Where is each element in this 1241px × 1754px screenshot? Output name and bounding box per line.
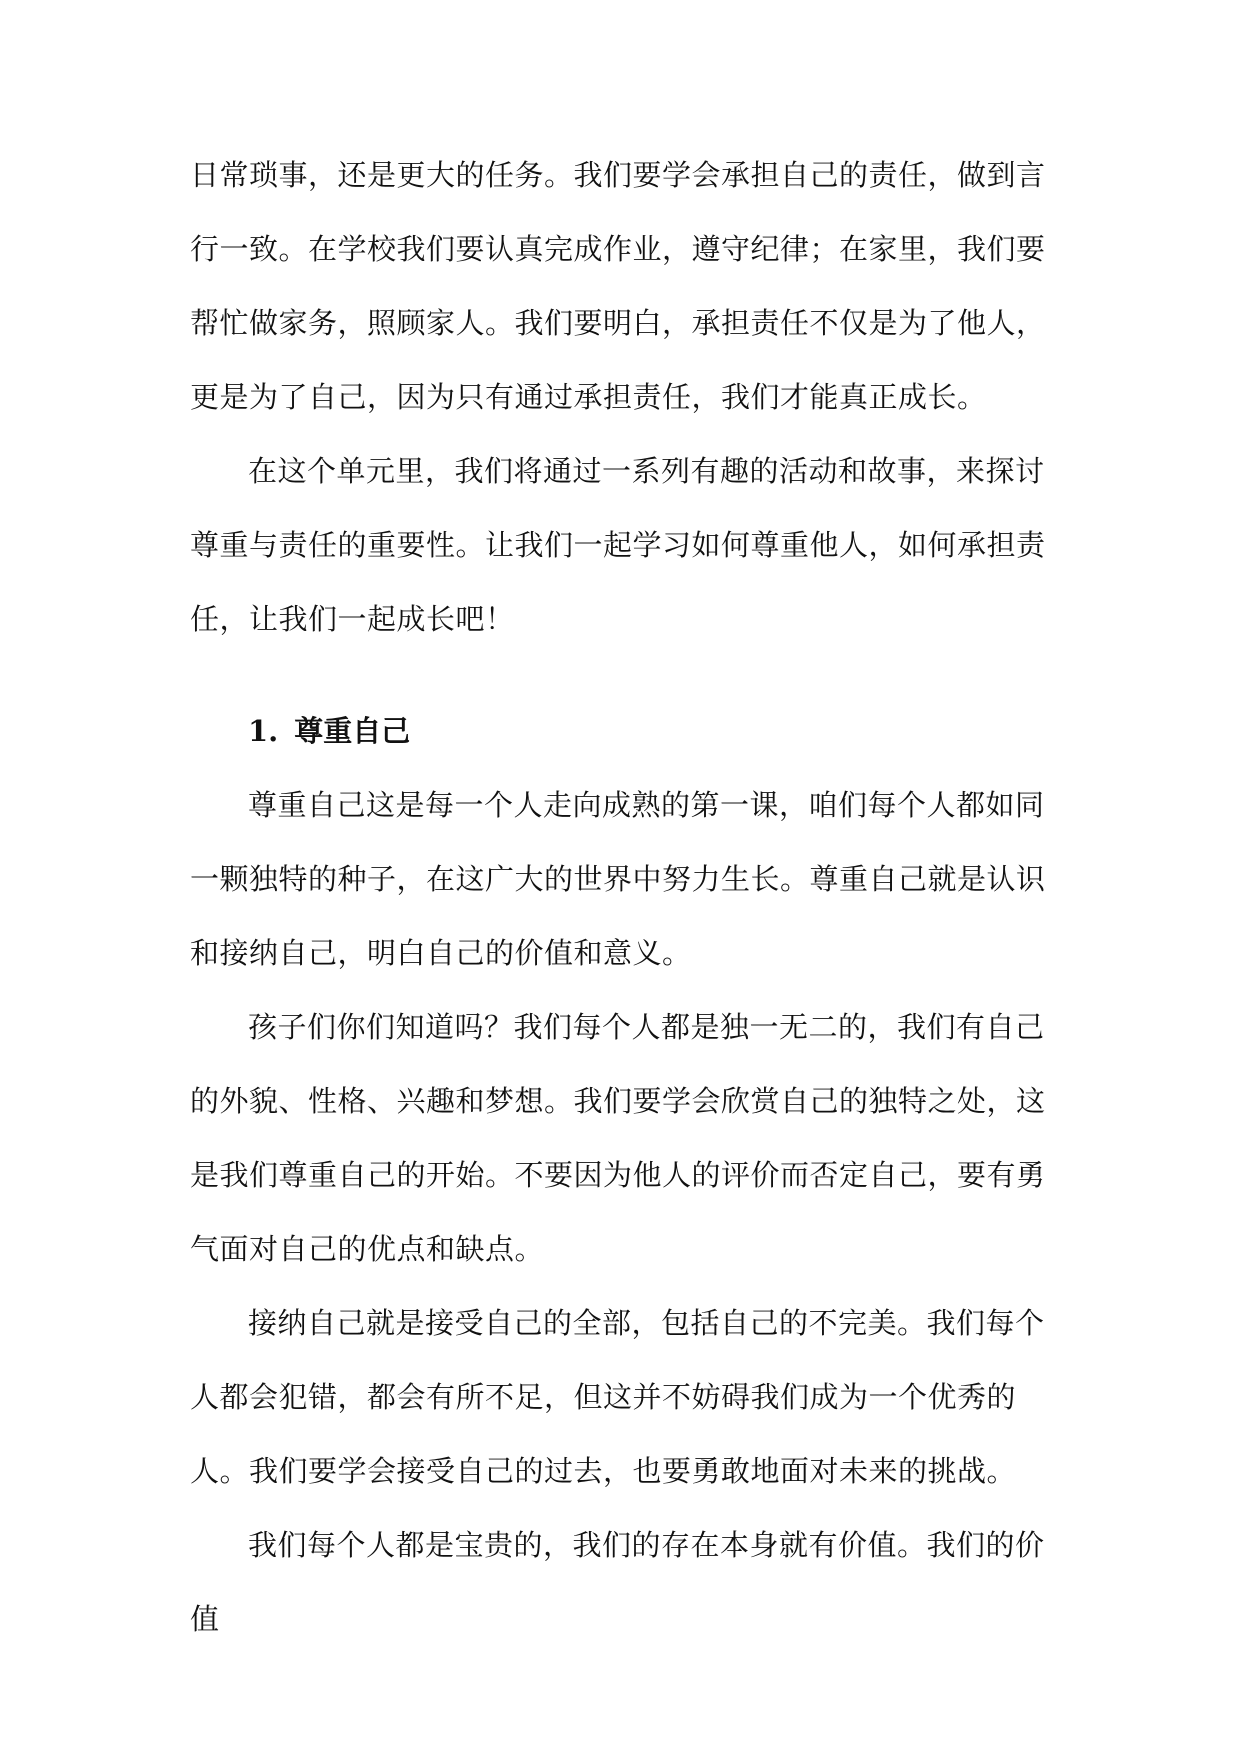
paragraph-responsibility: 日常琐事，还是更大的任务。我们要学会承担自己的责任，做到言行一致。在学校我们要认真完成作业，遵守纪律；在家里，我们要帮忙做家务，照顾家人。我们要明白，承担责任不仅是为了他人，更是为了自己，因为只有通过承担责任，我们才能真正成长。 [190,158,1046,414]
section-heading [190,694,1060,768]
paragraph-accept-self: 接纳自己就是接受自己的全部，包括自己的不完美。我们每个人都会犯错，都会有所不足，但这并不妨碍我们成为一个优秀的人。我们要学会接受自己的过去，也要勇敢地面对未来的挑战。 [190,1306,1045,1488]
paragraph-value: 我们每个人都是宝贵的，我们的存在本身就有价值。我们的价值 [190,1528,1045,1636]
section-title: 尊重自己 [294,714,411,748]
paragraph-unique: 孩子们你们知道吗？我们每个人都是独一无二的，我们有自己的外貌、性格、兴趣和梦想。我们要学会欣赏自己的独特之处，这是我们尊重自己的开始。不要因为他人的评价而否定自己，要有勇气面对自己的优点和缺点。 [190,1010,1046,1266]
paragraph-unit-intro: 在这个单元里，我们将通过一系列有趣的活动和故事，来探讨尊重与责任的重要性。让我们一起学习如何尊重他人，如何承担责任，让我们一起成长吧！ [190,454,1046,636]
section-number: 1. [248,714,279,748]
document-body [190,138,1060,1656]
paragraph-respect-self-intro: 尊重自己这是每一个人走向成熟的第一课，咱们每个人都如同一颗独特的种子，在这广大的世界中努力生长。尊重自己就是认识和接纳自己，明白自己的价值和意义。 [190,788,1046,970]
